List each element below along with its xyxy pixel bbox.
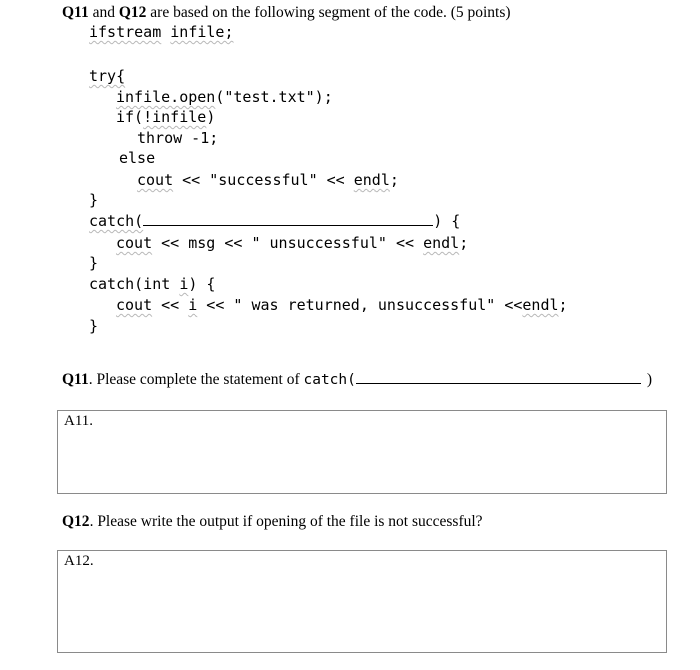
code-line-11: } (89, 254, 99, 272)
code-line-1 (89, 22, 234, 42)
code-token: << "successful" << (173, 171, 354, 189)
code-line-8: } (89, 191, 99, 209)
code-line-10 (116, 233, 468, 253)
code-token: if( (116, 108, 144, 126)
code-line-3 (116, 87, 333, 107)
code-token: << " was returned, unsuccessful" << (197, 296, 523, 314)
code-line-6: else (119, 149, 156, 167)
code-token: catch(int (89, 275, 180, 293)
code-token: ; (459, 234, 469, 252)
code-line-4 (116, 107, 215, 127)
code-token: ) (206, 108, 216, 126)
question-close-paren: ) (646, 371, 653, 388)
intro-rest: are based on the following segment of the code. (5 points) (146, 4, 511, 21)
code-token: ; (389, 171, 399, 189)
code-token: ; (558, 296, 568, 314)
code-line-9 (89, 211, 460, 231)
code-token: << msg << " unsuccessful" << (152, 234, 424, 252)
question-code: catch( (303, 372, 356, 388)
code-token: << (152, 296, 189, 314)
code-token: ifstream (89, 23, 162, 41)
code-token: endl (522, 296, 559, 314)
code-line-2 (89, 66, 125, 86)
code-token: infile; (170, 23, 234, 41)
intro-text (62, 4, 511, 22)
answer-11-box[interactable] (57, 410, 667, 494)
catch-blank-line (143, 211, 433, 226)
code-token: i (188, 296, 198, 314)
code-token: cout (116, 296, 153, 314)
code-token: ) { (433, 212, 461, 230)
q12-ref: Q12 (118, 4, 147, 21)
answer-label: A12. (64, 553, 94, 569)
code-line-7 (137, 170, 399, 190)
code-token: ) { (188, 275, 216, 293)
code-line-14: } (89, 317, 99, 335)
code-token: cout (137, 171, 174, 189)
question-11 (62, 370, 652, 389)
code-token: !infile (143, 108, 207, 126)
code-token: endl (353, 171, 390, 189)
code-line-12 (89, 274, 215, 294)
question-label: Q12 (62, 513, 90, 530)
code-token: infile.open (116, 88, 216, 106)
answer-label: A11. (64, 413, 94, 429)
intro-and: and (88, 4, 119, 21)
code-token: i (179, 275, 189, 293)
question-label: Q11 (62, 371, 89, 388)
code-token: try{ (89, 67, 126, 85)
code-token: cout (116, 234, 153, 252)
answer-12-box[interactable] (57, 550, 667, 653)
question-text: . Please complete the statement of (88, 371, 304, 388)
code-line-5: throw -1; (137, 129, 219, 147)
code-line-13 (116, 295, 568, 315)
q11-ref: Q11 (62, 4, 89, 21)
code-token: ("test.txt"); (215, 88, 333, 106)
code-token: catch( (89, 212, 144, 230)
code-token: endl (423, 234, 460, 252)
question-blank-line (356, 370, 641, 384)
question-12 (62, 513, 483, 531)
question-text: . Please write the output if opening of the file is not successful? (89, 513, 483, 530)
